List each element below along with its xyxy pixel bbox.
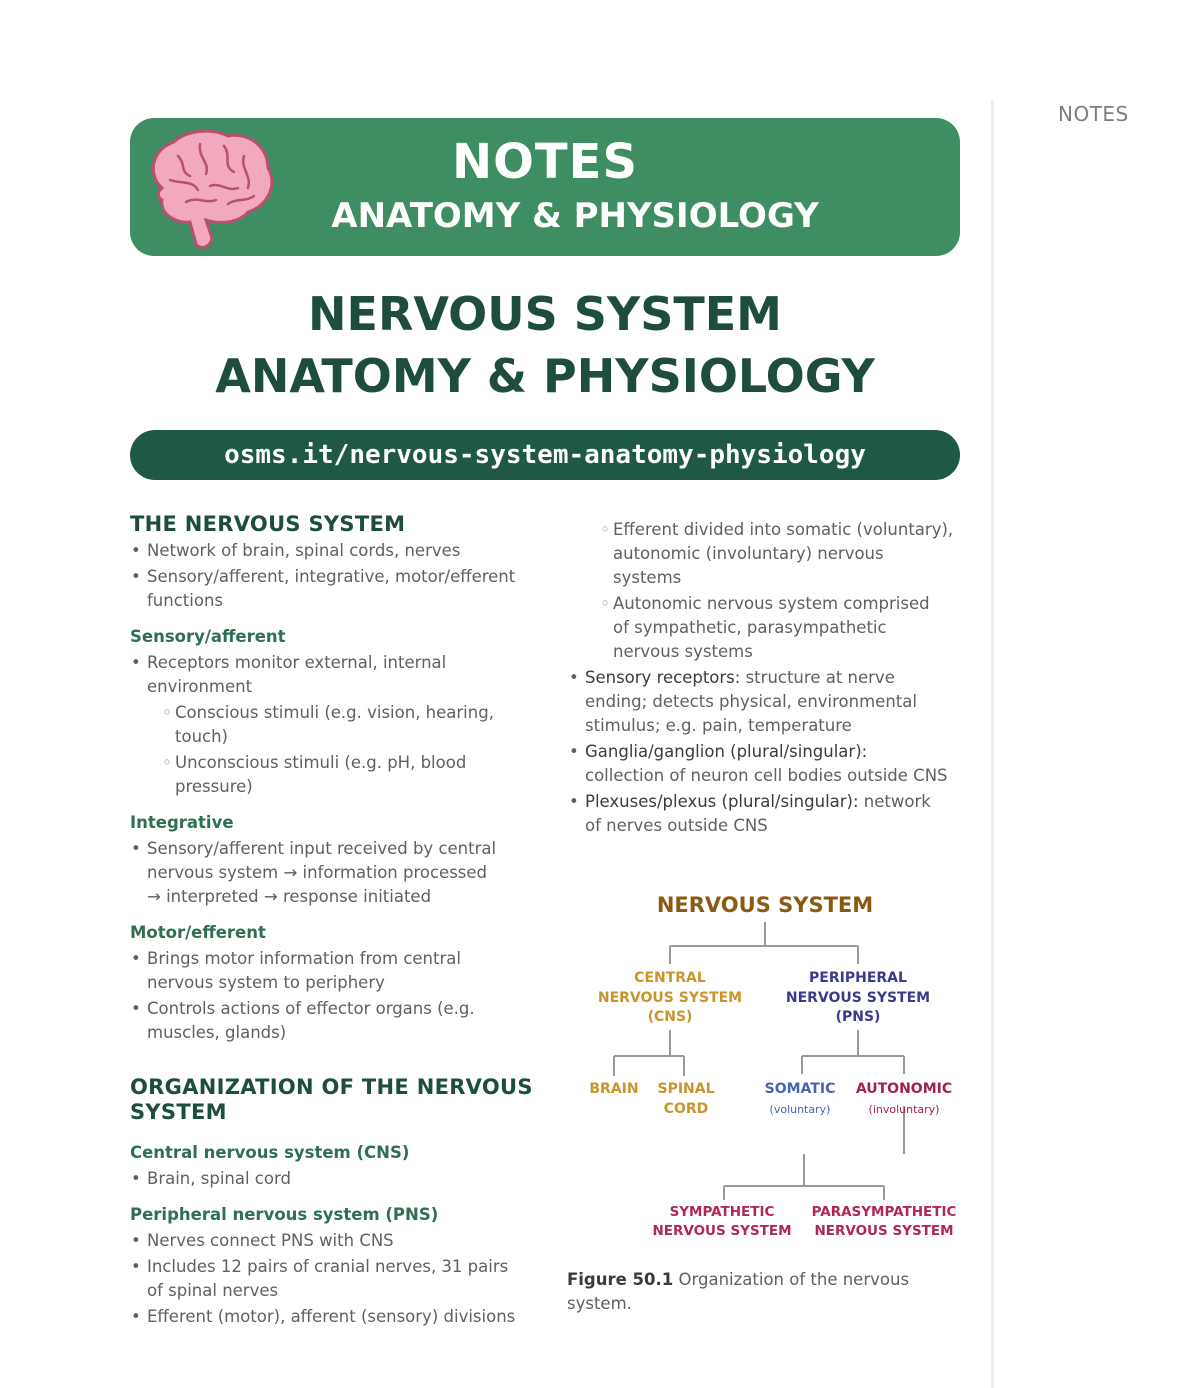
svg-text:(involuntary): (involuntary) <box>868 1103 940 1116</box>
banner-subtitle: ANATOMY & PHYSIOLOGY <box>331 196 819 236</box>
diagram-sympathetic-label <box>652 1204 791 1239</box>
svg-text:SOMATIC: SOMATIC <box>764 1081 836 1097</box>
svg-text:AUTONOMIC: AUTONOMIC <box>855 1081 953 1097</box>
svg-text:PARASYMPATHETIC: PARASYMPATHETIC <box>811 1204 957 1220</box>
right-column <box>568 516 968 838</box>
nervous-system-diagram <box>560 880 970 1250</box>
list-item: • Sensory/afferent, integrative, motor/efferent functions <box>130 565 550 613</box>
diagram-autonomic-label <box>856 1081 952 1116</box>
list-item: • Sensory receptors: structure at nerve ending; detects physical, environmental stimulus; e.g. pain, temperature <box>568 666 968 738</box>
sub-list-item: ◦ Unconscious stimuli (e.g. pH, blood pressure) <box>130 751 550 799</box>
left-column <box>130 512 550 1329</box>
list-item: • Plexuses/plexus (plural/singular): network of nerves outside CNS <box>568 790 968 838</box>
svg-text:PERIPHERAL: PERIPHERAL <box>809 970 907 986</box>
diagram-parasympathetic-label <box>812 1204 957 1239</box>
subheading-integrative: Integrative <box>130 813 234 832</box>
list-item: • Controls actions of effector organs (e.g. muscles, glands) <box>130 997 550 1045</box>
svg-text:NERVOUS SYSTEM: NERVOUS SYSTEM <box>597 990 743 1006</box>
sub-list-item: ◦ Efferent divided into somatic (voluntary), autonomic (involuntary) nervous systems <box>568 518 968 590</box>
sub-list-item: ◦ Conscious stimuli (e.g. vision, hearing, touch) <box>130 701 550 749</box>
list-item: • Brain, spinal cord <box>130 1167 550 1191</box>
subheading-cns: Central nervous system (CNS) <box>130 1143 410 1162</box>
header-banner <box>130 118 960 256</box>
margin-notes-label: NOTES <box>1058 102 1129 126</box>
sub-list-item: ◦ Autonomic nervous system comprised of sympathetic, parasympathetic nervous systems <box>568 592 968 664</box>
svg-text:CENTRAL: CENTRAL <box>634 970 706 986</box>
svg-text:SYMPATHETIC: SYMPATHETIC <box>669 1204 775 1220</box>
figure-caption: Figure 50.1 Organization of the nervous system. <box>567 1270 910 1313</box>
subheading-pns: Peripheral nervous system (PNS) <box>130 1205 439 1224</box>
list-item: • Ganglia/ganglion (plural/singular): collection of neuron cell bodies outside CNS <box>568 740 968 788</box>
svg-text:SPINAL: SPINAL <box>657 1081 715 1097</box>
svg-text:NERVOUS SYSTEM: NERVOUS SYSTEM <box>652 1223 792 1239</box>
page-title-line2: ANATOMY & PHYSIOLOGY <box>215 349 875 403</box>
list-item: • Network of brain, spinal cords, nerves <box>130 539 550 563</box>
diagram-pns-label <box>786 970 930 1025</box>
diagram-brain-label: BRAIN <box>589 1081 639 1097</box>
diagram-cns-label <box>598 970 742 1025</box>
subheading-motor: Motor/efferent <box>130 923 266 942</box>
list-item: • Receptors monitor external, internal environment <box>130 651 550 699</box>
section-heading-nervous-system: THE NERVOUS SYSTEM <box>130 512 406 536</box>
list-item: • Nerves connect PNS with CNS <box>130 1229 550 1253</box>
svg-text:NERVOUS SYSTEM: NERVOUS SYSTEM <box>814 1223 954 1239</box>
svg-text:CORD: CORD <box>663 1101 709 1117</box>
list-item: • Sensory/afferent input received by central nervous system → information processed → interpreted → response initiated <box>130 837 550 909</box>
topic-url-link[interactable]: osms.it/nervous-system-anatomy-physiology <box>130 430 960 480</box>
svg-text:NERVOUS SYSTEM: NERVOUS SYSTEM <box>785 990 931 1006</box>
list-item: • Includes 12 pairs of cranial nerves, 31 pairs of spinal nerves <box>130 1255 550 1303</box>
list-item: • Brings motor information from central nervous system to periphery <box>130 947 550 995</box>
svg-text:(CNS): (CNS) <box>647 1009 693 1025</box>
diagram-root-label: NERVOUS SYSTEM <box>656 893 874 917</box>
subheading-sensory: Sensory/afferent <box>130 627 286 646</box>
page-title-line1: NERVOUS SYSTEM <box>308 287 782 341</box>
diagram-spinal-cord-label <box>657 1081 714 1117</box>
diagram-somatic-label <box>765 1081 836 1116</box>
list-item: • Efferent (motor), afferent (sensory) divisions <box>130 1305 550 1329</box>
svg-text:(PNS): (PNS) <box>835 1009 881 1025</box>
section-heading-organization: ORGANIZATION OF THE NERVOUS SYSTEM <box>130 1075 533 1124</box>
svg-text:(voluntary): (voluntary) <box>769 1103 831 1116</box>
banner-title: NOTES <box>451 134 639 190</box>
page-divider <box>991 100 994 1388</box>
